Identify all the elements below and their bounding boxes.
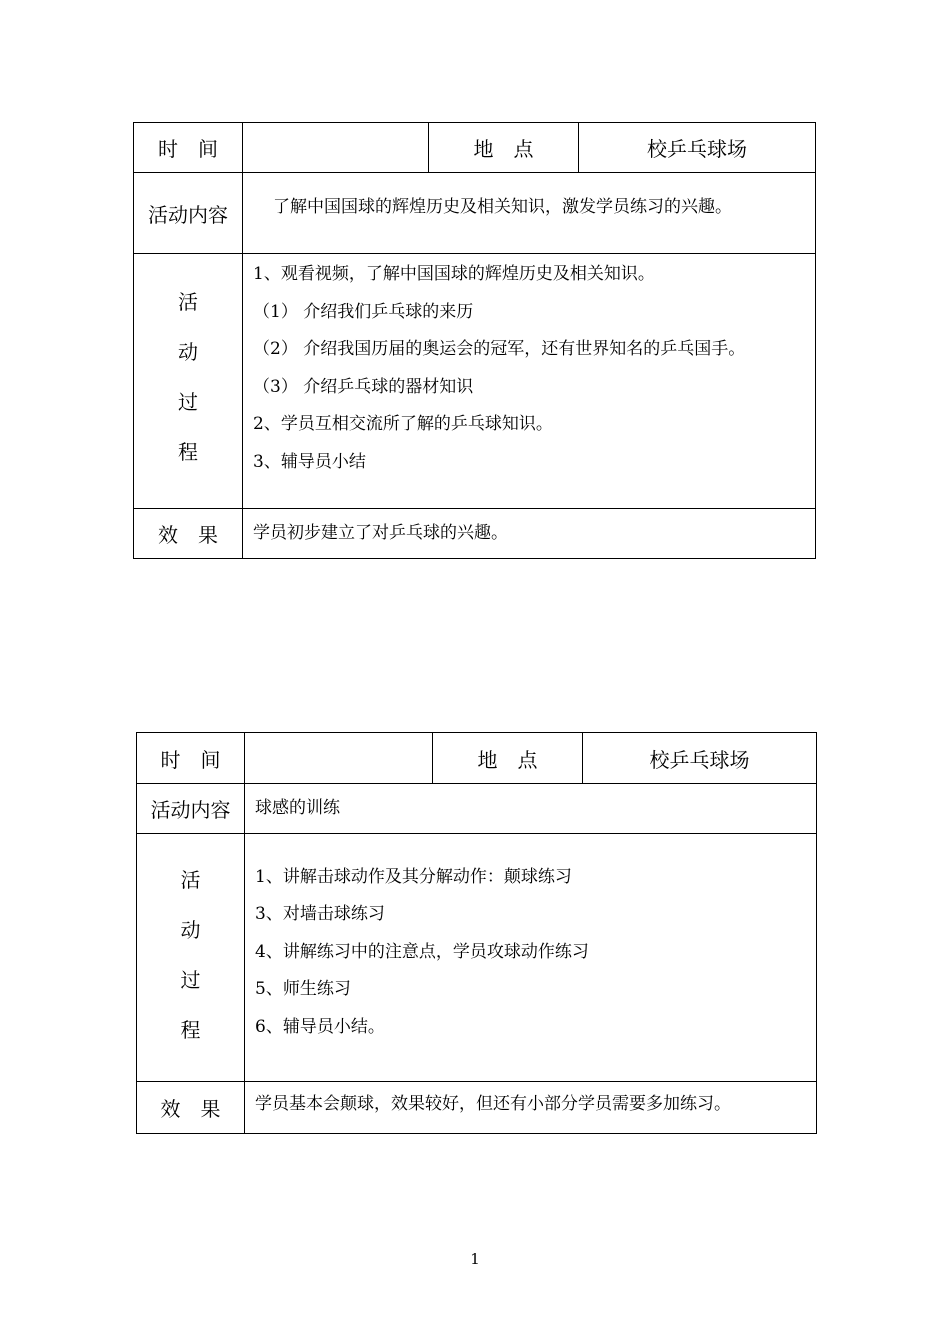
effect-value: 学员初步建立了对乒乓球的兴趣。: [253, 522, 508, 543]
time-label: 时 间: [137, 733, 245, 784]
process-line: （1） 介绍我们乒乓球的来历: [253, 301, 474, 322]
process-line: 1、观看视频，了解中国国球的辉煌历史及相关知识。: [253, 264, 655, 284]
process-line: 5、师生练习: [255, 979, 351, 1000]
process-line: 6、辅导员小结。: [255, 1016, 385, 1037]
process-line: 1、讲解击球动作及其分解动作：颠球练习: [255, 866, 572, 887]
content-value-cell: [245, 784, 817, 834]
process-label: [137, 834, 245, 1082]
place-label: 地 点: [429, 123, 579, 173]
process-label-char: 动: [178, 340, 198, 364]
process-label: [134, 254, 243, 509]
time-value-cell: [245, 733, 433, 784]
activity-table-2: [136, 732, 817, 1134]
effect-value-cell: [243, 509, 816, 559]
process-cell: [243, 254, 816, 509]
process-line: 2、学员互相交流所了解的乒乓球知识。: [253, 414, 553, 434]
activity-table-1: [133, 122, 816, 559]
process-label-char: 程: [180, 1017, 201, 1042]
content-label: 活动内容: [137, 784, 245, 834]
content-value: 了解中国国球的辉煌历史及相关知识，激发学员练习的兴趣。: [273, 197, 732, 218]
process-label-char: 动: [180, 917, 201, 942]
place-value: 校乒乓球场: [583, 733, 817, 784]
content-value-cell: [243, 173, 816, 254]
process-label-char: 活: [178, 290, 198, 314]
process-label-char: 过: [180, 967, 201, 992]
process-label-char: 活: [180, 867, 201, 892]
process-label-char: 程: [178, 440, 198, 464]
process-line: 3、对墙击球练习: [255, 904, 385, 925]
process-line: （3） 介绍乒乓球的器材知识: [253, 376, 474, 397]
content-label: 活动内容: [134, 173, 243, 254]
process-label-char: 过: [178, 390, 198, 414]
place-value: 校乒乓球场: [579, 123, 816, 173]
page-number: 1: [470, 1250, 480, 1268]
time-label: 时 间: [134, 123, 243, 173]
process-line: 4、讲解练习中的注意点，学员攻球动作练习: [255, 941, 589, 962]
process-cell: [245, 834, 817, 1082]
content-value: 球感的训练: [255, 797, 340, 818]
effect-label: 效 果: [137, 1082, 245, 1134]
effect-value-cell: [245, 1082, 817, 1134]
process-line: （2） 介绍我国历届的奥运会的冠军，还有世界知名的乒乓国手。: [253, 339, 746, 359]
time-value-cell: [243, 123, 429, 173]
effect-value: 学员基本会颠球，效果较好，但还有小部分学员需要多加练习。: [255, 1094, 731, 1114]
process-line: 3、辅导员小结: [253, 451, 366, 472]
place-label: 地 点: [433, 733, 583, 784]
effect-label: 效 果: [134, 509, 243, 559]
